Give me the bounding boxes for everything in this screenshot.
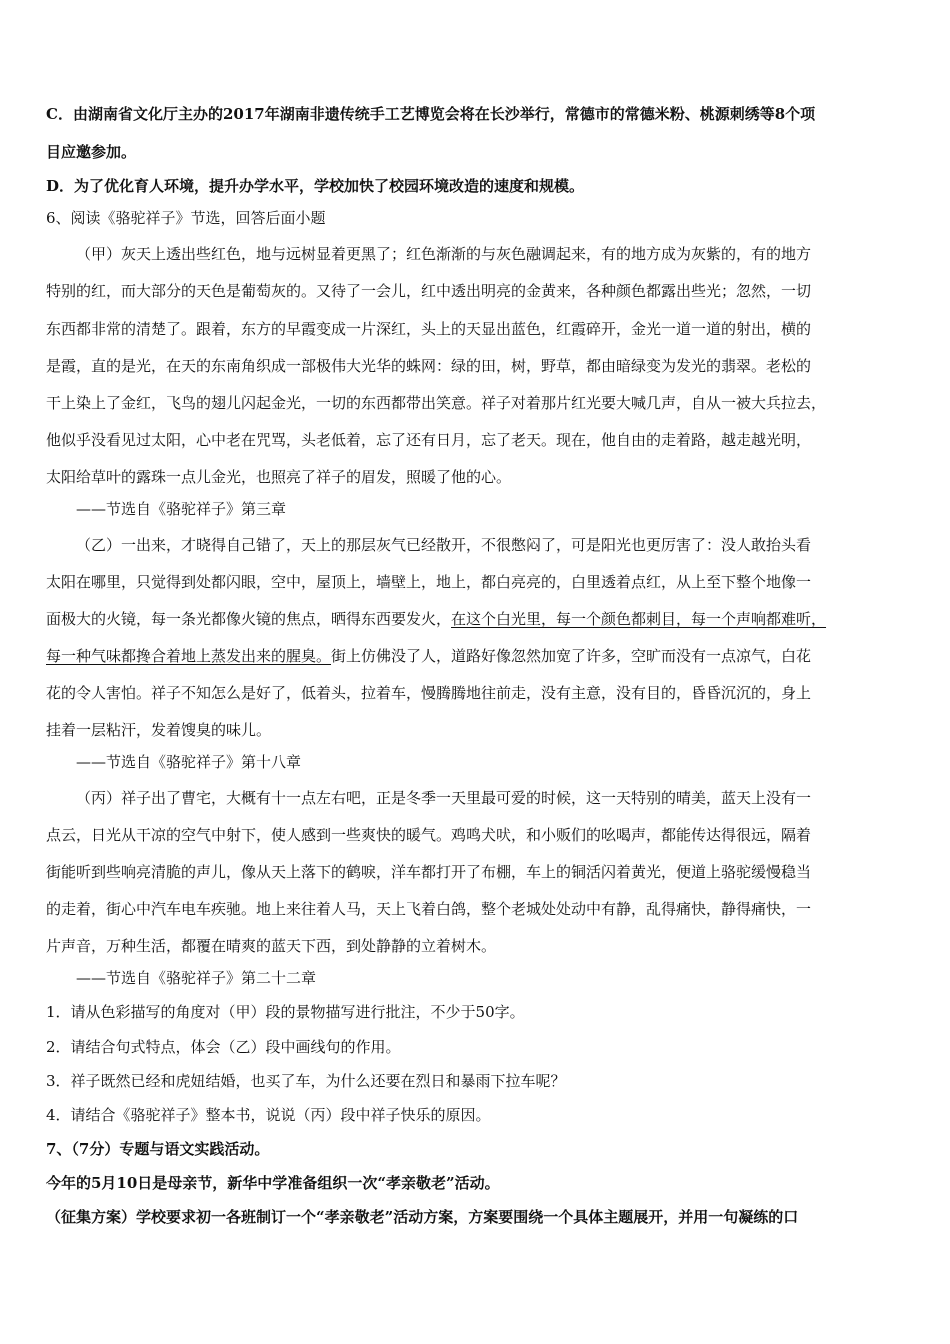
option-c-line2: 目应邀参加。 (46, 143, 137, 161)
option-d: D．为了优化育人环境，提升办学水平，学校加快了校园环境改造的速度和规模。 (46, 177, 585, 195)
passage-jia-line: （甲）灰天上透出些红色，地与远树显着更黑了；红色渐渐的与灰色融调起来，有的地方成为灰紫的，有的地方 (76, 245, 812, 263)
question-7-task: （征集方案）学校要求初一各班制订一个“孝亲敬老”活动方案，方案要围绕一个具体主题展开，并用一句凝练的口 (46, 1208, 799, 1226)
sub-question: 1．请从色彩描写的角度对（甲）段的景物描写进行批注，不少于50字。 (46, 1003, 525, 1021)
passage-bing-line: 街能听到些响亮清脆的声儿，像从天上落下的鹤唳，洋车都打开了布棚，车上的铜活闪着黄光，便道上骆驼缓慢稳当 (46, 863, 812, 881)
underlined-sentence: 每一种气味都搀合着地上蒸发出来的腥臭。 (46, 647, 332, 665)
passage-yi-line: 太阳在哪里，只觉得到处都闪眼，空中，屋顶上，墙壁上，地上，都白亮亮的，白里透着点红，从上至下整个地像一 (46, 573, 812, 591)
passage-yi-source: ——节选自《骆驼祥子》第十八章 (76, 753, 302, 771)
passage-jia-line: 东西都非常的清楚了。跟着，东方的早霞变成一片深红，头上的天显出蓝色，红霞碎开，金光一道一道的射出，横的 (46, 320, 812, 338)
passage-jia-line: 干上染上了金红，飞鸟的翅儿闪起金光，一切的东西都带出笑意。祥子对着那片红光要大喊几声，自从一被大兵拉去， (46, 394, 827, 412)
passage-yi-line: （乙）一出来，才晓得自己错了，天上的那层灰气已经散开，不很憋闷了，可是阳光也更厉害了：没人敢抬头看 (76, 536, 812, 554)
passage-yi-line (46, 645, 811, 666)
passage-jia-line: 他似乎没看见过太阳，心中老在咒骂，头老低着，忘了还有日月，忘了老天。现在，他自由的走着路，越走越光明， (46, 431, 812, 449)
question-7-title: 7、（7分）专题与语文实践活动。 (46, 1140, 270, 1158)
passage-jia-line: 是霞，直的是光，在天的东南角织成一部极伟大光华的蛛网：绿的田，树，野草，都由暗绿变为发光的翡翠。老松的 (46, 357, 812, 375)
question-6-title: 6、阅读《骆驼祥子》节选，回答后面小题 (46, 209, 326, 227)
passage-bing-source: ——节选自《骆驼祥子》第二十二章 (76, 969, 317, 987)
option-c-line1: C．由湖南省文化厅主办的2017年湖南非遗传统手工艺博览会将在长沙举行，常德市的常德米粉、桃源刺绣等8个项 (46, 105, 816, 123)
passage-yi-line (46, 608, 826, 629)
passage-bing-line: 片声音，万种生活，都覆在晴爽的蓝天下西，到处静静的立着树木。 (46, 937, 497, 955)
underlined-sentence: 在这个白光里，每一个颜色都刺目，每一个声响都难听， (451, 610, 827, 628)
sub-question: 4．请结合《骆驼祥子》整本书，说说（丙）段中祥子快乐的原因。 (46, 1106, 491, 1124)
passage-jia-line: 太阳给草叶的露珠一点儿金光，也照亮了祥子的眉发，照暖了他的心。 (46, 468, 512, 486)
passage-yi-text: 街上仿佛没了人，道路好像忽然加宽了许多，空旷而没有一点凉气，白花 (331, 647, 812, 665)
passage-yi-line: 花的令人害怕。祥子不知怎么是好了，低着头，拉着车，慢腾腾地往前走，没有主意，没有目的，昏昏沉沉的，身上 (46, 684, 812, 702)
passage-bing-line: 点云，日光从干凉的空气中射下，使人感到一些爽快的暖气。鸡鸣犬吠，和小贩们的吆喝声，都能传达得很远，隔着 (46, 826, 812, 844)
passage-jia-line: 特别的红，而大部分的天色是葡萄灰的。又待了一会儿，红中透出明亮的金黄来，各种颜色都露出些光；忽然，一切 (46, 282, 812, 300)
sub-question: 2．请结合句式特点，体会（乙）段中画线句的作用。 (46, 1038, 401, 1056)
passage-yi-line: 挂着一层粘汗，发着馊臭的味儿。 (46, 721, 272, 739)
sub-question: 3．祥子既然已经和虎妞结婚，也买了车，为什么还要在烈日和暴雨下拉车呢？ (46, 1072, 566, 1090)
question-7-intro: 今年的5月10日是母亲节，新华中学准备组织一次“孝亲敬老”活动。 (46, 1174, 500, 1192)
passage-bing-line: 的走着，街心中汽车电车疾驰。地上来往着人马，天上飞着白鸽，整个老城处处动中有静，乱得痛快，静得痛快，一 (46, 900, 812, 918)
passage-jia-source: ——节选自《骆驼祥子》第三章 (76, 500, 287, 518)
passage-bing-line: （丙）祥子出了曹宅，大概有十一点左右吧，正是冬季一天里最可爱的时候，这一天特别的晴美，蓝天上没有一 (76, 789, 812, 807)
passage-yi-text: 面极大的火镜，每一条光都像火镜的焦点，晒得东西要发火， (46, 610, 452, 628)
